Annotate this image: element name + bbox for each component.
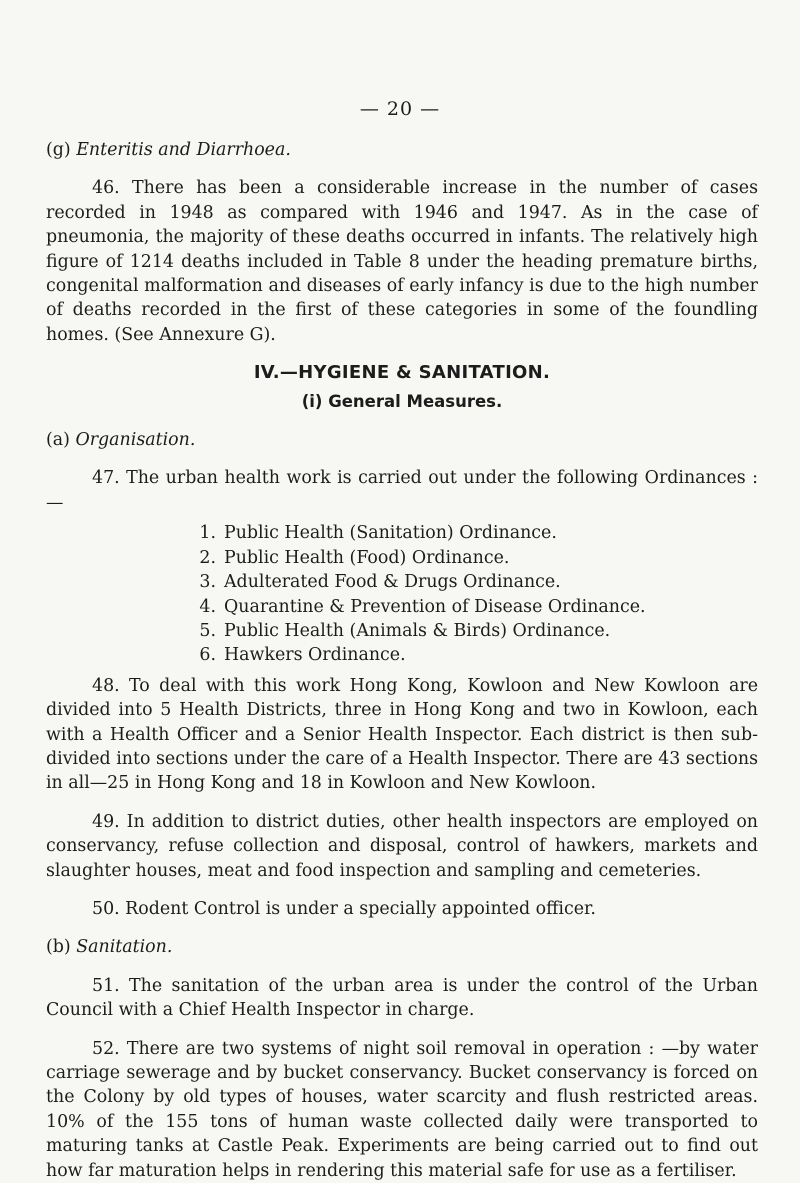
- list-number: 4.: [199, 596, 216, 617]
- subsection-heading-enteritis: [46, 138, 758, 162]
- list-text: Hawkers Ordinance.: [224, 645, 406, 666]
- paragraph-46: 46. There has been a considerable increase in the number of cases recorded in 1948 as compared with 1946 and 1947. As in the case of pneumonia, the majority of these deaths occurred in infants. The relatively high figure of 1214 deaths included in Table 8 under the heading premature births, congenital malformation and diseases of early infancy is due to the high number of deaths recorded in the first of these categories in some of the foundling homes. (See Annexure G).: [46, 178, 758, 345]
- list-item: [188, 521, 758, 545]
- page-number: — 20 —: [359, 98, 441, 120]
- list-number: 1.: [199, 523, 216, 544]
- section-subtitle: (i) General Measures.: [301, 391, 503, 411]
- paragraph-49: 49. In addition to district duties, other health inspectors are employed on conservancy, refuse collection and disposal, control of hawkers, markets and slaughter houses, meat and food inspection and sampling and cemeteries.: [46, 811, 758, 881]
- list-text: Quarantine & Prevention of Disease Ordinance.: [224, 596, 646, 617]
- list-number: 6.: [199, 645, 216, 666]
- subsection-title: Sanitation.: [76, 937, 173, 958]
- paragraph-51: 51. The sanitation of the urban area is under the control of the Urban Council with a Chief Health Inspector in charge.: [46, 975, 758, 1021]
- paragraph-47: 47. The urban health work is carried out under the following Ordinances : —: [46, 468, 758, 513]
- subsection-title: Enteritis and Diarrhoea.: [76, 140, 291, 160]
- list-item: [188, 570, 758, 594]
- subsection-letter: (g): [46, 140, 71, 160]
- subsection-letter: (b): [46, 937, 71, 958]
- list-item: [188, 619, 758, 643]
- subsection-title: Organisation.: [75, 430, 196, 451]
- paragraph-48: 48. To deal with this work Hong Kong, Kowloon and New Kowloon are divided into 5 Health Districts, three in Hong Kong and two in Kowloon, each with a Health Officer and a Senior Health Inspector. Each district is then sub-divided into sections under the care of a Health Inspector. There are 43 sections in all—25 in Hong Kong and 18 in Kowloon and New Kowloon.: [46, 675, 758, 794]
- subsection-heading-organisation: [46, 428, 758, 452]
- list-item: [188, 595, 758, 619]
- list-number: 2.: [199, 547, 216, 568]
- list-number: 3.: [199, 572, 216, 593]
- ordinance-list: [46, 521, 758, 667]
- list-text: Public Health (Food) Ordinance.: [224, 547, 510, 568]
- subsection-heading-sanitation: [46, 935, 758, 959]
- page-content: [46, 138, 758, 1183]
- paragraph-50: 50. Rodent Control is under a specially appointed officer.: [92, 898, 596, 919]
- section-title: IV.—HYGIENE & SANITATION.: [253, 362, 551, 384]
- paragraph-52: 52. There are two systems of night soil removal in operation : —by water carriage sewerage and by bucket conservancy. Bucket conservancy is forced on the Colony by old types of houses, water scarcity and flush restricted areas. 10% of the 155 tons of human waste collected daily were transported to maturing tanks at Castle Peak. Experiments are being carried out to find out how far maturation helps in rendering this material safe for use as a fertiliser.: [46, 1038, 758, 1181]
- subsection-letter: (a): [46, 430, 70, 451]
- list-item: [188, 546, 758, 570]
- list-text: Public Health (Sanitation) Ordinance.: [224, 523, 557, 544]
- list-item: [188, 643, 758, 667]
- list-text: Public Health (Animals & Birds) Ordinance.: [224, 620, 611, 641]
- list-number: 5.: [199, 620, 216, 641]
- list-text: Adulterated Food & Drugs Ordinance.: [224, 572, 561, 593]
